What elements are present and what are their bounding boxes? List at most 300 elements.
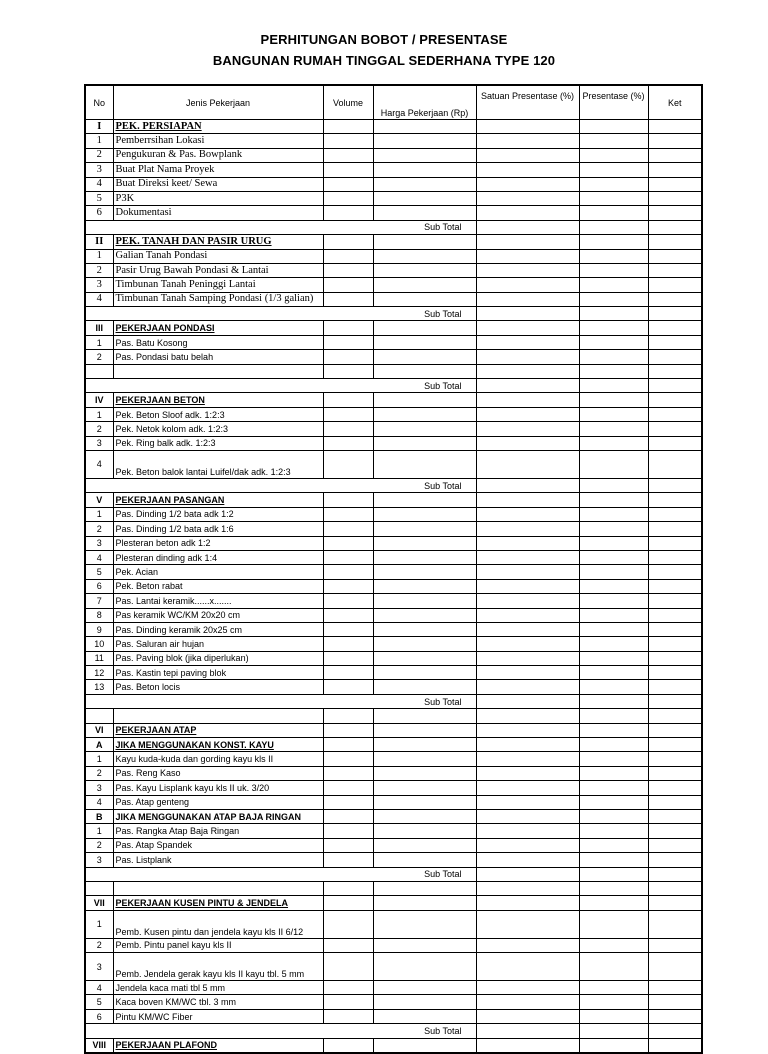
ket-cell [648, 148, 702, 162]
volume-cell [323, 321, 373, 335]
row-description [113, 938, 323, 952]
presentase-cell [579, 393, 648, 407]
subtotal-row [85, 694, 702, 708]
row-number: V [85, 493, 113, 507]
row-description [113, 335, 323, 349]
harga-cell [373, 134, 476, 148]
row-description [113, 263, 323, 277]
row-description [113, 953, 323, 981]
row-number: 12 [85, 666, 113, 680]
presentase-cell [579, 507, 648, 521]
ket-cell [648, 163, 702, 177]
section-title: JIKA MENGGUNAKAN KONST. KAYU [115, 739, 274, 750]
volume-cell [323, 163, 373, 177]
table-row [85, 622, 702, 636]
row-description [113, 824, 323, 838]
satuan-cell [476, 148, 579, 162]
presentase-cell [579, 292, 648, 306]
item-label: Pemb. Jendela gerak kayu kls II kayu tbl. 5 mm [115, 969, 305, 980]
presentase-cell [579, 235, 648, 249]
ket-cell [648, 680, 702, 694]
satuan-cell [476, 666, 579, 680]
harga-cell [373, 450, 476, 478]
satuan-cell [476, 579, 579, 593]
row-description [113, 235, 323, 249]
presentase-cell [579, 220, 648, 234]
harga-cell [373, 493, 476, 507]
satuan-cell [476, 1009, 579, 1023]
item-label: Pek. Netok kolom adk. 1:2:3 [115, 423, 229, 434]
row-number: 5 [85, 565, 113, 579]
table-row [85, 680, 702, 694]
presentase-cell [579, 938, 648, 952]
table-row [85, 206, 702, 220]
volume-cell [323, 666, 373, 680]
table-header-row [85, 85, 702, 120]
satuan-cell [476, 781, 579, 795]
row-number: 1 [85, 824, 113, 838]
row-description [113, 680, 323, 694]
subtotal-row [85, 307, 702, 321]
item-label: Pemb. Pintu panel kayu kls II [115, 940, 232, 951]
section-title: JIKA MENGGUNAKAN ATAP BAJA RINGAN [115, 811, 302, 822]
row-description [113, 450, 323, 478]
row-description [113, 637, 323, 651]
presentase-cell [579, 766, 648, 780]
volume-cell [323, 450, 373, 478]
ket-cell [648, 896, 702, 910]
presentase-cell [579, 637, 648, 651]
row-description [113, 120, 323, 134]
row-description [113, 752, 323, 766]
presentase-cell [579, 809, 648, 823]
ket-cell [648, 752, 702, 766]
section-row [85, 393, 702, 407]
row-number: 11 [85, 651, 113, 665]
presentase-cell [579, 752, 648, 766]
section-row [85, 723, 702, 737]
presentase-cell [579, 953, 648, 981]
harga-cell [373, 206, 476, 220]
presentase-cell [579, 550, 648, 564]
row-number: VI [85, 723, 113, 737]
table-row [85, 637, 702, 651]
presentase-cell [579, 565, 648, 579]
table-row [85, 335, 702, 349]
table-row [85, 278, 702, 292]
row-description [113, 1009, 323, 1023]
item-label: Plesteran beton adk 1:2 [115, 538, 211, 549]
ket-cell [648, 709, 702, 723]
volume-cell [323, 335, 373, 349]
harga-cell [373, 853, 476, 867]
table-row [85, 881, 702, 895]
ket-cell [648, 910, 702, 938]
row-description [113, 995, 323, 1009]
volume-cell [323, 507, 373, 521]
satuan-cell [476, 1024, 579, 1038]
presentase-cell [579, 163, 648, 177]
presentase-cell [579, 995, 648, 1009]
row-number: 6 [85, 206, 113, 220]
volume-cell [323, 622, 373, 636]
presentase-cell [579, 594, 648, 608]
volume-cell [323, 134, 373, 148]
row-description [113, 522, 323, 536]
harga-cell [373, 738, 476, 752]
satuan-cell [476, 881, 579, 895]
presentase-cell [579, 738, 648, 752]
presentase-cell [579, 422, 648, 436]
row-number: 6 [85, 1009, 113, 1023]
presentase-cell [579, 867, 648, 881]
section-title: PEK. TANAH DAN PASIR URUG [115, 235, 272, 247]
item-label: Pas. Dinding 1/2 bata adk 1:6 [115, 523, 234, 534]
row-description [113, 507, 323, 521]
row-number: 4 [85, 981, 113, 995]
harga-cell [373, 938, 476, 952]
section-row [85, 809, 702, 823]
item-label: Pas. Listplank [115, 854, 172, 865]
satuan-cell [476, 163, 579, 177]
row-number: 3 [85, 781, 113, 795]
row-number: 8 [85, 608, 113, 622]
presentase-cell [579, 1024, 648, 1038]
satuan-cell [476, 206, 579, 220]
presentase-cell [579, 321, 648, 335]
volume-cell [323, 766, 373, 780]
ket-cell [648, 407, 702, 421]
harga-cell [373, 407, 476, 421]
item-label: Galian Tanah Pondasi [115, 250, 208, 262]
harga-cell [373, 594, 476, 608]
ket-cell [648, 493, 702, 507]
section-title: PEKERJAAN ATAP [115, 725, 197, 736]
volume-cell [323, 1038, 373, 1052]
satuan-cell [476, 550, 579, 564]
satuan-cell [476, 364, 579, 378]
presentase-cell [579, 522, 648, 536]
harga-cell [373, 981, 476, 995]
row-description [113, 436, 323, 450]
item-label: Pek. Beton rabat [115, 581, 183, 592]
row-description [113, 177, 323, 191]
table-row [85, 191, 702, 205]
ket-cell [648, 824, 702, 838]
row-description [113, 134, 323, 148]
item-label: Kaca boven KM/WC tbl. 3 mm [115, 997, 237, 1008]
presentase-cell [579, 134, 648, 148]
row-number: 4 [85, 550, 113, 564]
row-description [113, 666, 323, 680]
harga-cell [373, 781, 476, 795]
table-row [85, 163, 702, 177]
harga-cell [373, 795, 476, 809]
presentase-cell [579, 436, 648, 450]
row-number: I [85, 120, 113, 134]
harga-cell [373, 709, 476, 723]
subtotal-blank: Sub Total [85, 478, 476, 492]
subtotal-row [85, 379, 702, 393]
table-row [85, 910, 702, 938]
item-label: Pas. Reng Kaso [115, 768, 181, 779]
table-row [85, 995, 702, 1009]
header-no: No [85, 85, 113, 120]
row-description [113, 651, 323, 665]
satuan-cell [476, 594, 579, 608]
satuan-cell [476, 235, 579, 249]
harga-cell [373, 522, 476, 536]
volume-cell [323, 292, 373, 306]
item-label: Timbunan Tanah Samping Pondasi (1/3 galian) [115, 293, 314, 305]
presentase-cell [579, 493, 648, 507]
subtotal-blank: Sub Total [85, 220, 476, 234]
row-number: A [85, 738, 113, 752]
item-label: Pengukuran & Pas. Bowplank [115, 149, 243, 161]
satuan-cell [476, 809, 579, 823]
harga-cell [373, 809, 476, 823]
ket-cell [648, 120, 702, 134]
harga-cell [373, 163, 476, 177]
item-label: P3K [115, 192, 135, 204]
row-number: 6 [85, 579, 113, 593]
presentase-cell [579, 350, 648, 364]
row-description [113, 608, 323, 622]
item-label: Pas. Batu Kosong [115, 337, 188, 348]
item-label: Pas. Paving blok (jika diperlukan) [115, 653, 249, 664]
ket-cell [648, 249, 702, 263]
ket-cell [648, 450, 702, 478]
subtotal-blank: Sub Total [85, 379, 476, 393]
item-label: Timbunan Tanah Peninggi Lantai [115, 278, 256, 290]
table-row [85, 565, 702, 579]
satuan-cell [476, 536, 579, 550]
ket-cell [648, 278, 702, 292]
page-subtitle: BANGUNAN RUMAH TINGGAL SEDERHANA TYPE 120 [212, 53, 556, 68]
presentase-cell [579, 694, 648, 708]
volume-cell [323, 235, 373, 249]
row-description [113, 278, 323, 292]
volume-cell [323, 1009, 373, 1023]
row-number: 9 [85, 622, 113, 636]
section-row [85, 321, 702, 335]
ket-cell [648, 738, 702, 752]
ket-cell [648, 478, 702, 492]
row-number: 3 [85, 853, 113, 867]
subtotal-row [85, 1024, 702, 1038]
ket-cell [648, 838, 702, 852]
satuan-cell [476, 134, 579, 148]
satuan-cell [476, 938, 579, 952]
bobot-table [84, 84, 703, 1054]
item-label: Plesteran dinding adk 1:4 [115, 552, 218, 563]
harga-cell [373, 579, 476, 593]
satuan-cell [476, 478, 579, 492]
section-row [85, 738, 702, 752]
presentase-cell [579, 824, 648, 838]
table-row [85, 263, 702, 277]
table-row [85, 752, 702, 766]
row-number: 2 [85, 422, 113, 436]
row-number: 3 [85, 536, 113, 550]
satuan-cell [476, 694, 579, 708]
volume-cell [323, 795, 373, 809]
row-number: 1 [85, 249, 113, 263]
item-label: Pek. Ring balk adk. 1:2:3 [115, 438, 216, 449]
harga-cell [373, 1038, 476, 1052]
row-number: VIII [85, 1038, 113, 1052]
volume-cell [323, 680, 373, 694]
item-label: Pek. Beton balok lantai Luifel/dak adk. 1:2:3 [115, 466, 291, 477]
satuan-cell [476, 307, 579, 321]
satuan-cell [476, 565, 579, 579]
subtotal-blank: Sub Total [85, 694, 476, 708]
subtotal-blank: Sub Total [85, 1024, 476, 1038]
harga-cell [373, 350, 476, 364]
row-description [113, 853, 323, 867]
harga-cell [373, 838, 476, 852]
harga-cell [373, 651, 476, 665]
satuan-cell [476, 393, 579, 407]
row-number [85, 881, 113, 895]
table-row [85, 766, 702, 780]
volume-cell [323, 723, 373, 737]
presentase-cell [579, 651, 648, 665]
row-description [113, 594, 323, 608]
subtotal-blank: Sub Total [85, 867, 476, 881]
row-number: 1 [85, 507, 113, 521]
row-number: 1 [85, 407, 113, 421]
satuan-cell [476, 824, 579, 838]
item-label: Kayu kuda-kuda dan gording kayu kls II [115, 754, 274, 765]
volume-cell [323, 938, 373, 952]
table-row [85, 292, 702, 306]
volume-cell [323, 781, 373, 795]
volume-cell [323, 809, 373, 823]
volume-cell [323, 896, 373, 910]
ket-cell [648, 191, 702, 205]
row-number: IV [85, 393, 113, 407]
volume-cell [323, 177, 373, 191]
volume-cell [323, 953, 373, 981]
ket-cell [648, 867, 702, 881]
table-row [85, 795, 702, 809]
harga-cell [373, 608, 476, 622]
volume-cell [323, 651, 373, 665]
satuan-cell [476, 680, 579, 694]
satuan-cell [476, 651, 579, 665]
row-number: 4 [85, 450, 113, 478]
presentase-cell [579, 263, 648, 277]
volume-cell [323, 536, 373, 550]
ket-cell [648, 594, 702, 608]
volume-cell [323, 550, 373, 564]
page-title: PERHITUNGAN BOBOT / PRESENTASE [260, 32, 508, 47]
satuan-cell [476, 350, 579, 364]
ket-cell [648, 781, 702, 795]
header-jenis-pekerjaan: Jenis Pekerjaan [113, 85, 323, 120]
ket-cell [648, 263, 702, 277]
volume-cell [323, 422, 373, 436]
row-number: 2 [85, 263, 113, 277]
row-description [113, 795, 323, 809]
ket-cell [648, 1038, 702, 1052]
harga-cell [373, 335, 476, 349]
harga-cell [373, 1009, 476, 1023]
satuan-cell [476, 910, 579, 938]
presentase-cell [579, 478, 648, 492]
harga-cell [373, 278, 476, 292]
table-row [85, 594, 702, 608]
row-description [113, 622, 323, 636]
row-number: 7 [85, 594, 113, 608]
ket-cell [648, 881, 702, 895]
section-row [85, 896, 702, 910]
ket-cell [648, 422, 702, 436]
header-volume: Volume [323, 85, 373, 120]
satuan-cell [476, 723, 579, 737]
item-label: Pas. Dinding 1/2 bata adk 1:2 [115, 509, 234, 520]
harga-cell [373, 723, 476, 737]
presentase-cell [579, 853, 648, 867]
volume-cell [323, 709, 373, 723]
presentase-cell [579, 622, 648, 636]
table-row [85, 350, 702, 364]
row-number [85, 709, 113, 723]
item-label: Pas. Kayu Lisplank kayu kls II uk. 3/20 [115, 782, 270, 793]
row-number: 2 [85, 148, 113, 162]
ket-cell [648, 853, 702, 867]
volume-cell [323, 407, 373, 421]
row-description [113, 249, 323, 263]
volume-cell [323, 206, 373, 220]
row-number: 3 [85, 953, 113, 981]
row-number: 3 [85, 436, 113, 450]
satuan-cell [476, 335, 579, 349]
row-number [85, 364, 113, 378]
row-number: 1 [85, 910, 113, 938]
volume-cell [323, 824, 373, 838]
table-row [85, 436, 702, 450]
row-description [113, 493, 323, 507]
harga-cell [373, 422, 476, 436]
table-row [85, 781, 702, 795]
satuan-cell [476, 867, 579, 881]
harga-cell [373, 249, 476, 263]
table-row [85, 507, 702, 521]
item-label: Pas. Atap Spandek [115, 840, 193, 851]
ket-cell [648, 723, 702, 737]
satuan-cell [476, 766, 579, 780]
row-number: VII [85, 896, 113, 910]
harga-cell [373, 637, 476, 651]
harga-cell [373, 507, 476, 521]
table-row [85, 536, 702, 550]
row-description [113, 148, 323, 162]
satuan-cell [476, 752, 579, 766]
ket-cell [648, 321, 702, 335]
ket-cell [648, 579, 702, 593]
table-row [85, 249, 702, 263]
row-description [113, 292, 323, 306]
volume-cell [323, 120, 373, 134]
satuan-cell [476, 379, 579, 393]
item-label: Pasir Urug Bawah Pondasi & Lantai [115, 264, 269, 276]
satuan-cell [476, 220, 579, 234]
item-label: Pek. Beton Sloof adk. 1:2:3 [115, 409, 225, 420]
presentase-cell [579, 407, 648, 421]
presentase-cell [579, 206, 648, 220]
